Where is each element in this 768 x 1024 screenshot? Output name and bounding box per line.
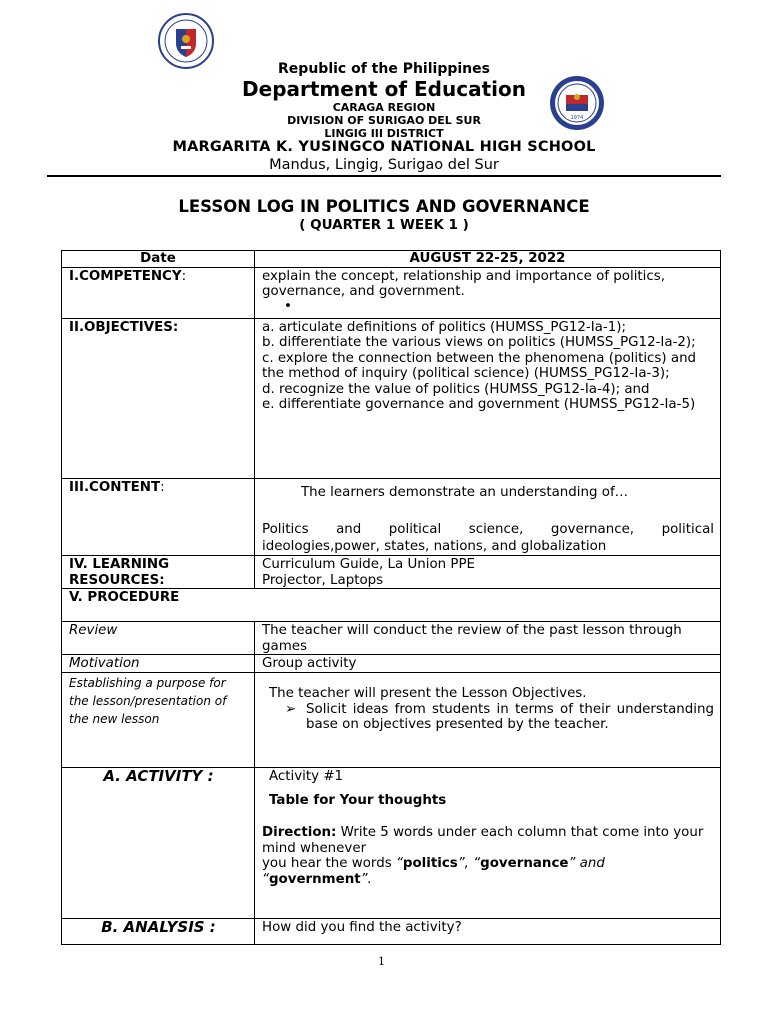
- purpose-text: The teacher will present the Lesson Objectives.: [269, 686, 587, 701]
- purpose-bullet-item: [285, 702, 714, 733]
- word-politics: politics: [402, 856, 458, 871]
- purpose-cell: [255, 673, 721, 768]
- table-row-date: [62, 251, 721, 268]
- activity-heading: Table for Your thoughts: [269, 792, 447, 808]
- competency-label: I.COMPETENCY: [69, 268, 182, 284]
- activity-number: Activity #1: [269, 769, 344, 784]
- competency-text: explain the concept, relationship and importance of politics, governance, and government.: [262, 268, 665, 299]
- quote-mark: ”, “: [457, 856, 481, 871]
- purpose-bullet-text: Solicit ideas from students in terms of their understanding base on objectives presented by the teacher.: [306, 701, 714, 732]
- table-row-procedure: [62, 589, 721, 622]
- table-row-content: [62, 478, 721, 556]
- table-row-motivation: [62, 655, 721, 673]
- school-name: MARGARITA K. YUSINGCO NATIONAL HIGH SCHOOL: [172, 139, 596, 155]
- activity-words: [262, 856, 714, 872]
- review-text: The teacher will conduct the review of the past lesson through games: [255, 622, 721, 655]
- arrow-bullet-icon: ➢: [285, 701, 297, 717]
- competency-label-cell: [62, 267, 255, 318]
- document-subtitle: ( QUARTER 1 WEEK 1 ): [299, 217, 469, 233]
- direction-label: Direction:: [262, 825, 337, 840]
- words-intro: you hear the words: [262, 856, 396, 871]
- date-value: AUGUST 22-25, 2022: [255, 251, 721, 268]
- quote-mark: ” and: [568, 856, 605, 871]
- table-row-competency: [62, 267, 721, 318]
- content-cell: [255, 478, 721, 556]
- activity-label: A. ACTIVITY :: [62, 768, 255, 919]
- content-intro: The learners demonstrate an understanding of…: [301, 484, 629, 500]
- motivation-label: Motivation: [62, 655, 255, 673]
- document-title: LESSON LOG IN POLITICS AND GOVERNANCE: [178, 197, 590, 216]
- competency-bullet: •: [284, 298, 292, 314]
- competency-cell: [255, 267, 721, 318]
- table-row-resources: [62, 556, 721, 589]
- table-row-objectives: [62, 318, 721, 478]
- school-address: Mandus, Lingig, Surigao del Sur: [269, 157, 499, 173]
- content-text: Politics and political science, governance, political ideologies,power, states, nations, and globalization: [262, 522, 714, 554]
- objective-item: d. recognize the value of politics (HUMSS_PG12-Ia-4); and: [262, 381, 650, 397]
- objectives-label: II.OBJECTIVES:: [62, 318, 255, 478]
- republic-heading: Republic of the Philippines: [278, 61, 490, 77]
- purpose-label: Establishing a purpose for the lesson/presentation of the new lesson: [62, 673, 255, 768]
- procedure-label: V. PROCEDURE: [62, 589, 721, 622]
- analysis-text: How did you find the activity?: [255, 919, 721, 945]
- quote-mark: “: [395, 856, 403, 871]
- analysis-label: B. ANALYSIS :: [62, 919, 255, 945]
- table-row-review: [62, 622, 721, 655]
- district-heading: LINGIG III DISTRICT: [324, 127, 444, 140]
- content-label-cell: [62, 478, 255, 556]
- objective-item: e. differentiate governance and government (HUMSS_PG12-Ia-5): [262, 397, 696, 412]
- table-row-analysis: [62, 919, 721, 945]
- word-governance: governance: [480, 856, 569, 871]
- table-row-purpose: [62, 673, 721, 768]
- department-heading: Department of Education: [242, 77, 526, 101]
- region-heading: CARAGA REGION: [332, 101, 436, 114]
- resources-cell: [255, 556, 721, 589]
- objective-item: a. articulate definitions of politics (HUMSS_PG12-Ia-1);: [262, 319, 626, 335]
- header-divider: [47, 175, 721, 177]
- content-label: III.CONTENT: [69, 479, 161, 495]
- objectives-cell: [255, 318, 721, 478]
- division-seal-year: 1974: [570, 115, 584, 121]
- lesson-log-table: [61, 250, 721, 945]
- resource-item: Curriculum Guide, La Union PPE: [262, 557, 476, 572]
- competency-colon: :: [181, 268, 187, 284]
- quote-mark: ”.: [360, 871, 372, 887]
- motivation-text: Group activity: [255, 655, 721, 673]
- word-government: government: [268, 871, 361, 887]
- resources-label: IV. LEARNING RESOURCES:: [62, 556, 255, 589]
- table-row-activity: [62, 768, 721, 919]
- direction-text: Write 5 words under each column that come into your mind whenever: [262, 825, 704, 856]
- page-number: 1: [378, 955, 385, 968]
- review-label: Review: [62, 622, 255, 655]
- division-heading: DIVISION OF SURIGAO DEL SUR: [287, 114, 481, 127]
- objective-item: b. differentiate the various views on politics (HUMSS_PG12-Ia-2);: [262, 335, 696, 350]
- objective-item: c. explore the connection between the phenomena (politics) and the method of inquiry (political science) (HUMSS_PG12-Ia-3);: [262, 350, 697, 381]
- activity-direction: [262, 825, 714, 856]
- activity-cell: [255, 768, 721, 919]
- date-label: Date: [62, 251, 255, 268]
- content-colon: :: [160, 479, 165, 495]
- resource-item: Projector, Laptops: [262, 572, 384, 588]
- activity-words-cont: [262, 872, 714, 888]
- quote-mark: “: [262, 871, 269, 887]
